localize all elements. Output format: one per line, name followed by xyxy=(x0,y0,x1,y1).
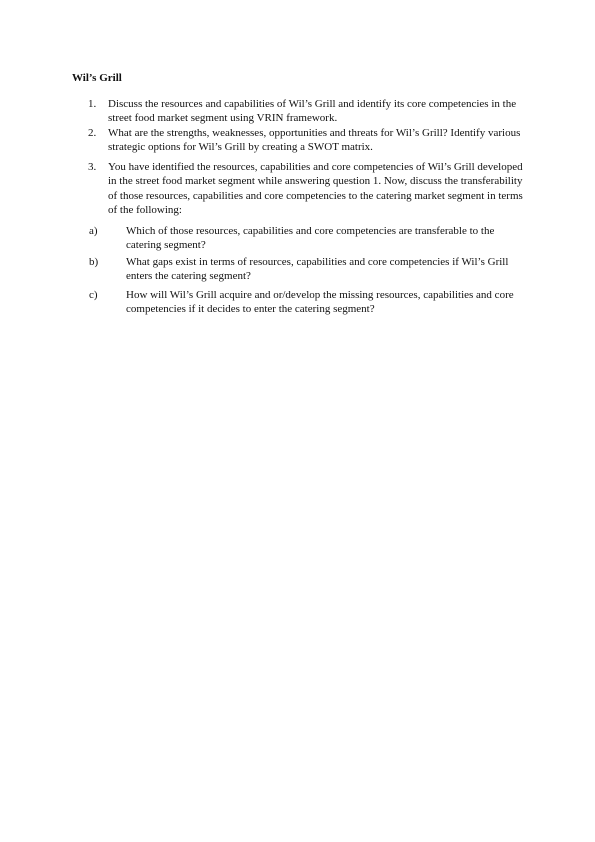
subquestion-letter: a) xyxy=(89,225,98,237)
question-item xyxy=(88,97,528,126)
question-item xyxy=(88,126,528,155)
question-number: 2. xyxy=(88,127,97,139)
question-text: What are the strengths, weaknesses, opportunities and threats for Wil’s Grill? Identify various strategic options for Wil’s Grill by creating a SWOT matrix. xyxy=(108,127,521,154)
document-title: Wil’s Grill xyxy=(72,72,122,84)
subquestion-letter: b) xyxy=(89,256,99,268)
subquestion-text: What gaps exist in terms of resources, capabilities and core competencies if Wil’s Grill enters the catering segment? xyxy=(126,256,509,283)
question-number: 1. xyxy=(88,98,97,110)
subquestion-item xyxy=(89,255,529,284)
question-text: You have identified the resources, capabilities and core competencies of Wil’s Grill developed in the street food market segment while answering question 1. Now, discuss the transferability of those resources, capabilities and core competencies to the catering market segment in terms of the following: xyxy=(108,161,523,217)
subquestion-letter: c) xyxy=(89,289,98,301)
subquestion-text: How will Wil’s Grill acquire and or/develop the missing resources, capabilities and core competencies if it decides to enter the catering segment? xyxy=(126,289,514,316)
question-text: Discuss the resources and capabilities of Wil’s Grill and identify its core competencies in the street food market segment using VRIN framework. xyxy=(108,98,517,125)
subquestion-item xyxy=(89,288,529,317)
question-number: 3. xyxy=(88,161,97,173)
question-item xyxy=(88,160,528,218)
subquestion-item xyxy=(89,224,529,253)
subquestion-text: Which of those resources, capabilities and core competencies are transferable to the catering segment? xyxy=(126,225,495,252)
